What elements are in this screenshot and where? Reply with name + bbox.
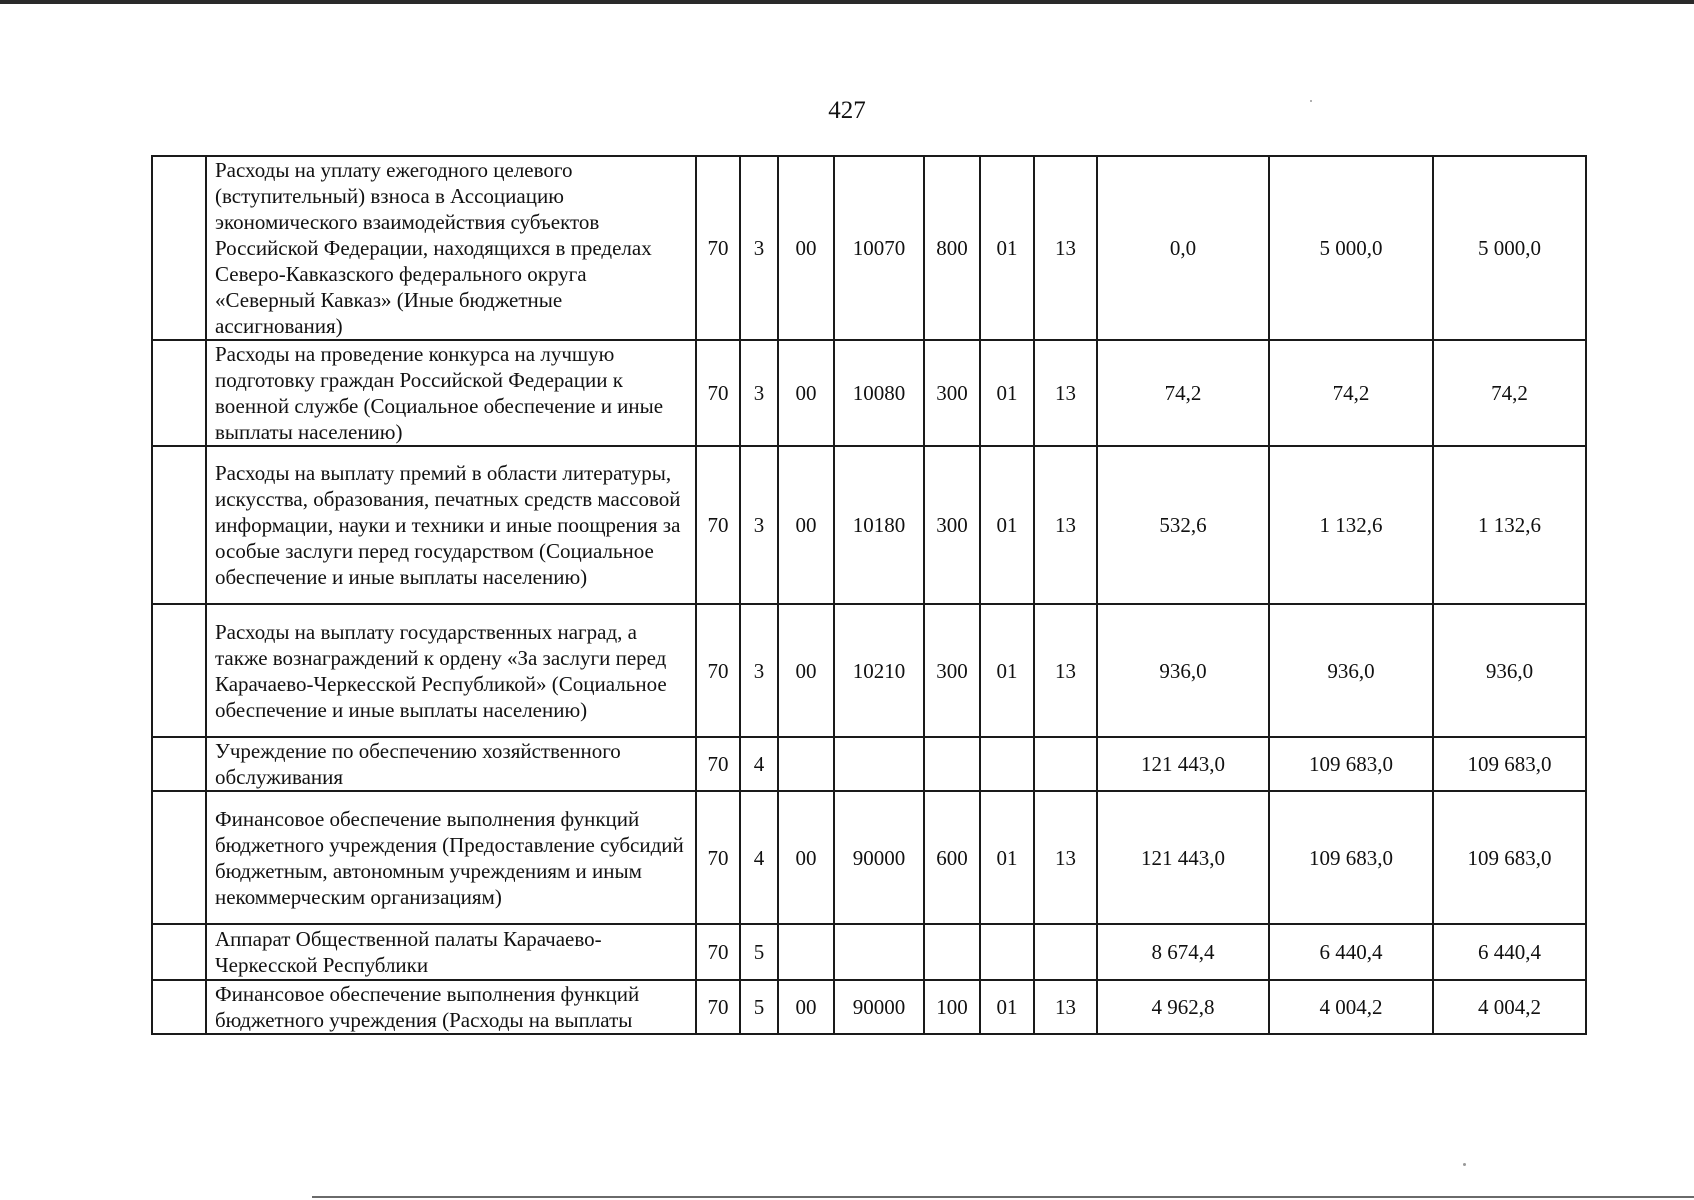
code-cell: 300: [924, 340, 980, 446]
amount-cell: 74,2: [1433, 340, 1586, 446]
row-marker-cell: [152, 737, 206, 791]
code-cell: 70: [696, 737, 740, 791]
amount-cell: 0,0: [1097, 156, 1269, 340]
amount-cell: 6 440,4: [1433, 924, 1586, 980]
code-cell: 13: [1034, 156, 1097, 340]
scan-speck: [1463, 1163, 1466, 1166]
amount-cell: 5 000,0: [1433, 156, 1586, 340]
table-row: [152, 737, 1586, 791]
code-cell: [924, 924, 980, 980]
code-cell: [1034, 737, 1097, 791]
description-cell: Учреждение по обеспечению хозяйственного обслуживания: [206, 737, 696, 791]
code-cell: 00: [778, 340, 834, 446]
amount-cell: 109 683,0: [1433, 737, 1586, 791]
amount-cell: 121 443,0: [1097, 737, 1269, 791]
amount-cell: 936,0: [1433, 604, 1586, 737]
code-cell: 10080: [834, 340, 924, 446]
row-marker-cell: [152, 340, 206, 446]
code-cell: 3: [740, 446, 778, 604]
code-cell: 5: [740, 980, 778, 1034]
code-cell: 70: [696, 156, 740, 340]
amount-cell: 5 000,0: [1269, 156, 1433, 340]
amount-cell: 936,0: [1269, 604, 1433, 737]
amount-cell: 8 674,4: [1097, 924, 1269, 980]
bottom-border-line: [312, 1196, 1694, 1198]
description-cell: Расходы на уплату ежегодного целевого (вступительный) взноса в Ассоциацию экономического взаимодействия субъектов Российской Федерации, находящихся в пределах Северо-Кавказского федерального округа «Северный Кавказ» (Иные бюджетные ассигнования): [206, 156, 696, 340]
amount-cell: 532,6: [1097, 446, 1269, 604]
budget-table: [151, 155, 1587, 1035]
code-cell: [778, 924, 834, 980]
amount-cell: 4 962,8: [1097, 980, 1269, 1034]
amount-cell: 109 683,0: [1269, 737, 1433, 791]
code-cell: [834, 737, 924, 791]
scan-speck: [1310, 100, 1312, 102]
table-row: [152, 340, 1586, 446]
code-cell: 600: [924, 791, 980, 924]
code-cell: 90000: [834, 980, 924, 1034]
table-row: [152, 156, 1586, 340]
amount-cell: 1 132,6: [1433, 446, 1586, 604]
row-marker-cell: [152, 924, 206, 980]
amount-cell: 109 683,0: [1433, 791, 1586, 924]
code-cell: 70: [696, 980, 740, 1034]
code-cell: 70: [696, 604, 740, 737]
amount-cell: 121 443,0: [1097, 791, 1269, 924]
amount-cell: 4 004,2: [1269, 980, 1433, 1034]
row-marker-cell: [152, 604, 206, 737]
code-cell: 800: [924, 156, 980, 340]
amount-cell: 1 132,6: [1269, 446, 1433, 604]
code-cell: 01: [980, 980, 1034, 1034]
description-cell: Аппарат Общественной палаты Карачаево-Черкесской Республики: [206, 924, 696, 980]
code-cell: 13: [1034, 791, 1097, 924]
description-cell: Финансовое обеспечение выполнения функций бюджетного учреждения (Расходы на выплаты: [206, 980, 696, 1034]
row-marker-cell: [152, 980, 206, 1034]
code-cell: [834, 924, 924, 980]
code-cell: 70: [696, 340, 740, 446]
code-cell: 10180: [834, 446, 924, 604]
code-cell: 00: [778, 604, 834, 737]
amount-cell: 936,0: [1097, 604, 1269, 737]
code-cell: 00: [778, 980, 834, 1034]
code-cell: 3: [740, 156, 778, 340]
row-marker-cell: [152, 446, 206, 604]
amount-cell: 74,2: [1269, 340, 1433, 446]
code-cell: 70: [696, 446, 740, 604]
code-cell: 10210: [834, 604, 924, 737]
description-cell: Расходы на проведение конкурса на лучшую подготовку граждан Российской Федерации к военной службе (Социальное обеспечение и иные выплаты населению): [206, 340, 696, 446]
code-cell: 3: [740, 604, 778, 737]
amount-cell: 6 440,4: [1269, 924, 1433, 980]
code-cell: 00: [778, 791, 834, 924]
top-border-line: [0, 0, 1694, 4]
row-marker-cell: [152, 791, 206, 924]
code-cell: [1034, 924, 1097, 980]
code-cell: 90000: [834, 791, 924, 924]
amount-cell: 74,2: [1097, 340, 1269, 446]
code-cell: 00: [778, 446, 834, 604]
code-cell: [778, 737, 834, 791]
code-cell: 300: [924, 446, 980, 604]
description-cell: Расходы на выплату государственных наград, а также вознаграждений к ордену «За заслуги перед Карачаево-Черкесской Республикой» (Социальное обеспечение и иные выплаты населению): [206, 604, 696, 737]
code-cell: 01: [980, 446, 1034, 604]
code-cell: 4: [740, 791, 778, 924]
code-cell: 4: [740, 737, 778, 791]
table-row: [152, 604, 1586, 737]
code-cell: 5: [740, 924, 778, 980]
code-cell: 01: [980, 791, 1034, 924]
code-cell: 13: [1034, 446, 1097, 604]
code-cell: 13: [1034, 980, 1097, 1034]
table-row: [152, 446, 1586, 604]
row-marker-cell: [152, 156, 206, 340]
code-cell: 13: [1034, 340, 1097, 446]
code-cell: 300: [924, 604, 980, 737]
code-cell: 00: [778, 156, 834, 340]
code-cell: [924, 737, 980, 791]
code-cell: 01: [980, 604, 1034, 737]
code-cell: [980, 737, 1034, 791]
table-row: [152, 980, 1586, 1034]
description-cell: Расходы на выплату премий в области литературы, искусства, образования, печатных средств массовой информации, науки и техники и иные поощрения за особые заслуги перед государством (Социальное обеспечение и иные выплаты населению): [206, 446, 696, 604]
table-row: [152, 924, 1586, 980]
amount-cell: 4 004,2: [1433, 980, 1586, 1034]
code-cell: 3: [740, 340, 778, 446]
code-cell: 01: [980, 156, 1034, 340]
table-row: [152, 791, 1586, 924]
code-cell: 13: [1034, 604, 1097, 737]
page-number: 427: [828, 97, 866, 124]
description-cell: Финансовое обеспечение выполнения функций бюджетного учреждения (Предоставление субсидий бюджетным, автономным учреждениям и иным некоммерческим организациям): [206, 791, 696, 924]
code-cell: 70: [696, 791, 740, 924]
code-cell: 10070: [834, 156, 924, 340]
code-cell: 100: [924, 980, 980, 1034]
code-cell: 70: [696, 924, 740, 980]
code-cell: 01: [980, 340, 1034, 446]
code-cell: [980, 924, 1034, 980]
amount-cell: 109 683,0: [1269, 791, 1433, 924]
